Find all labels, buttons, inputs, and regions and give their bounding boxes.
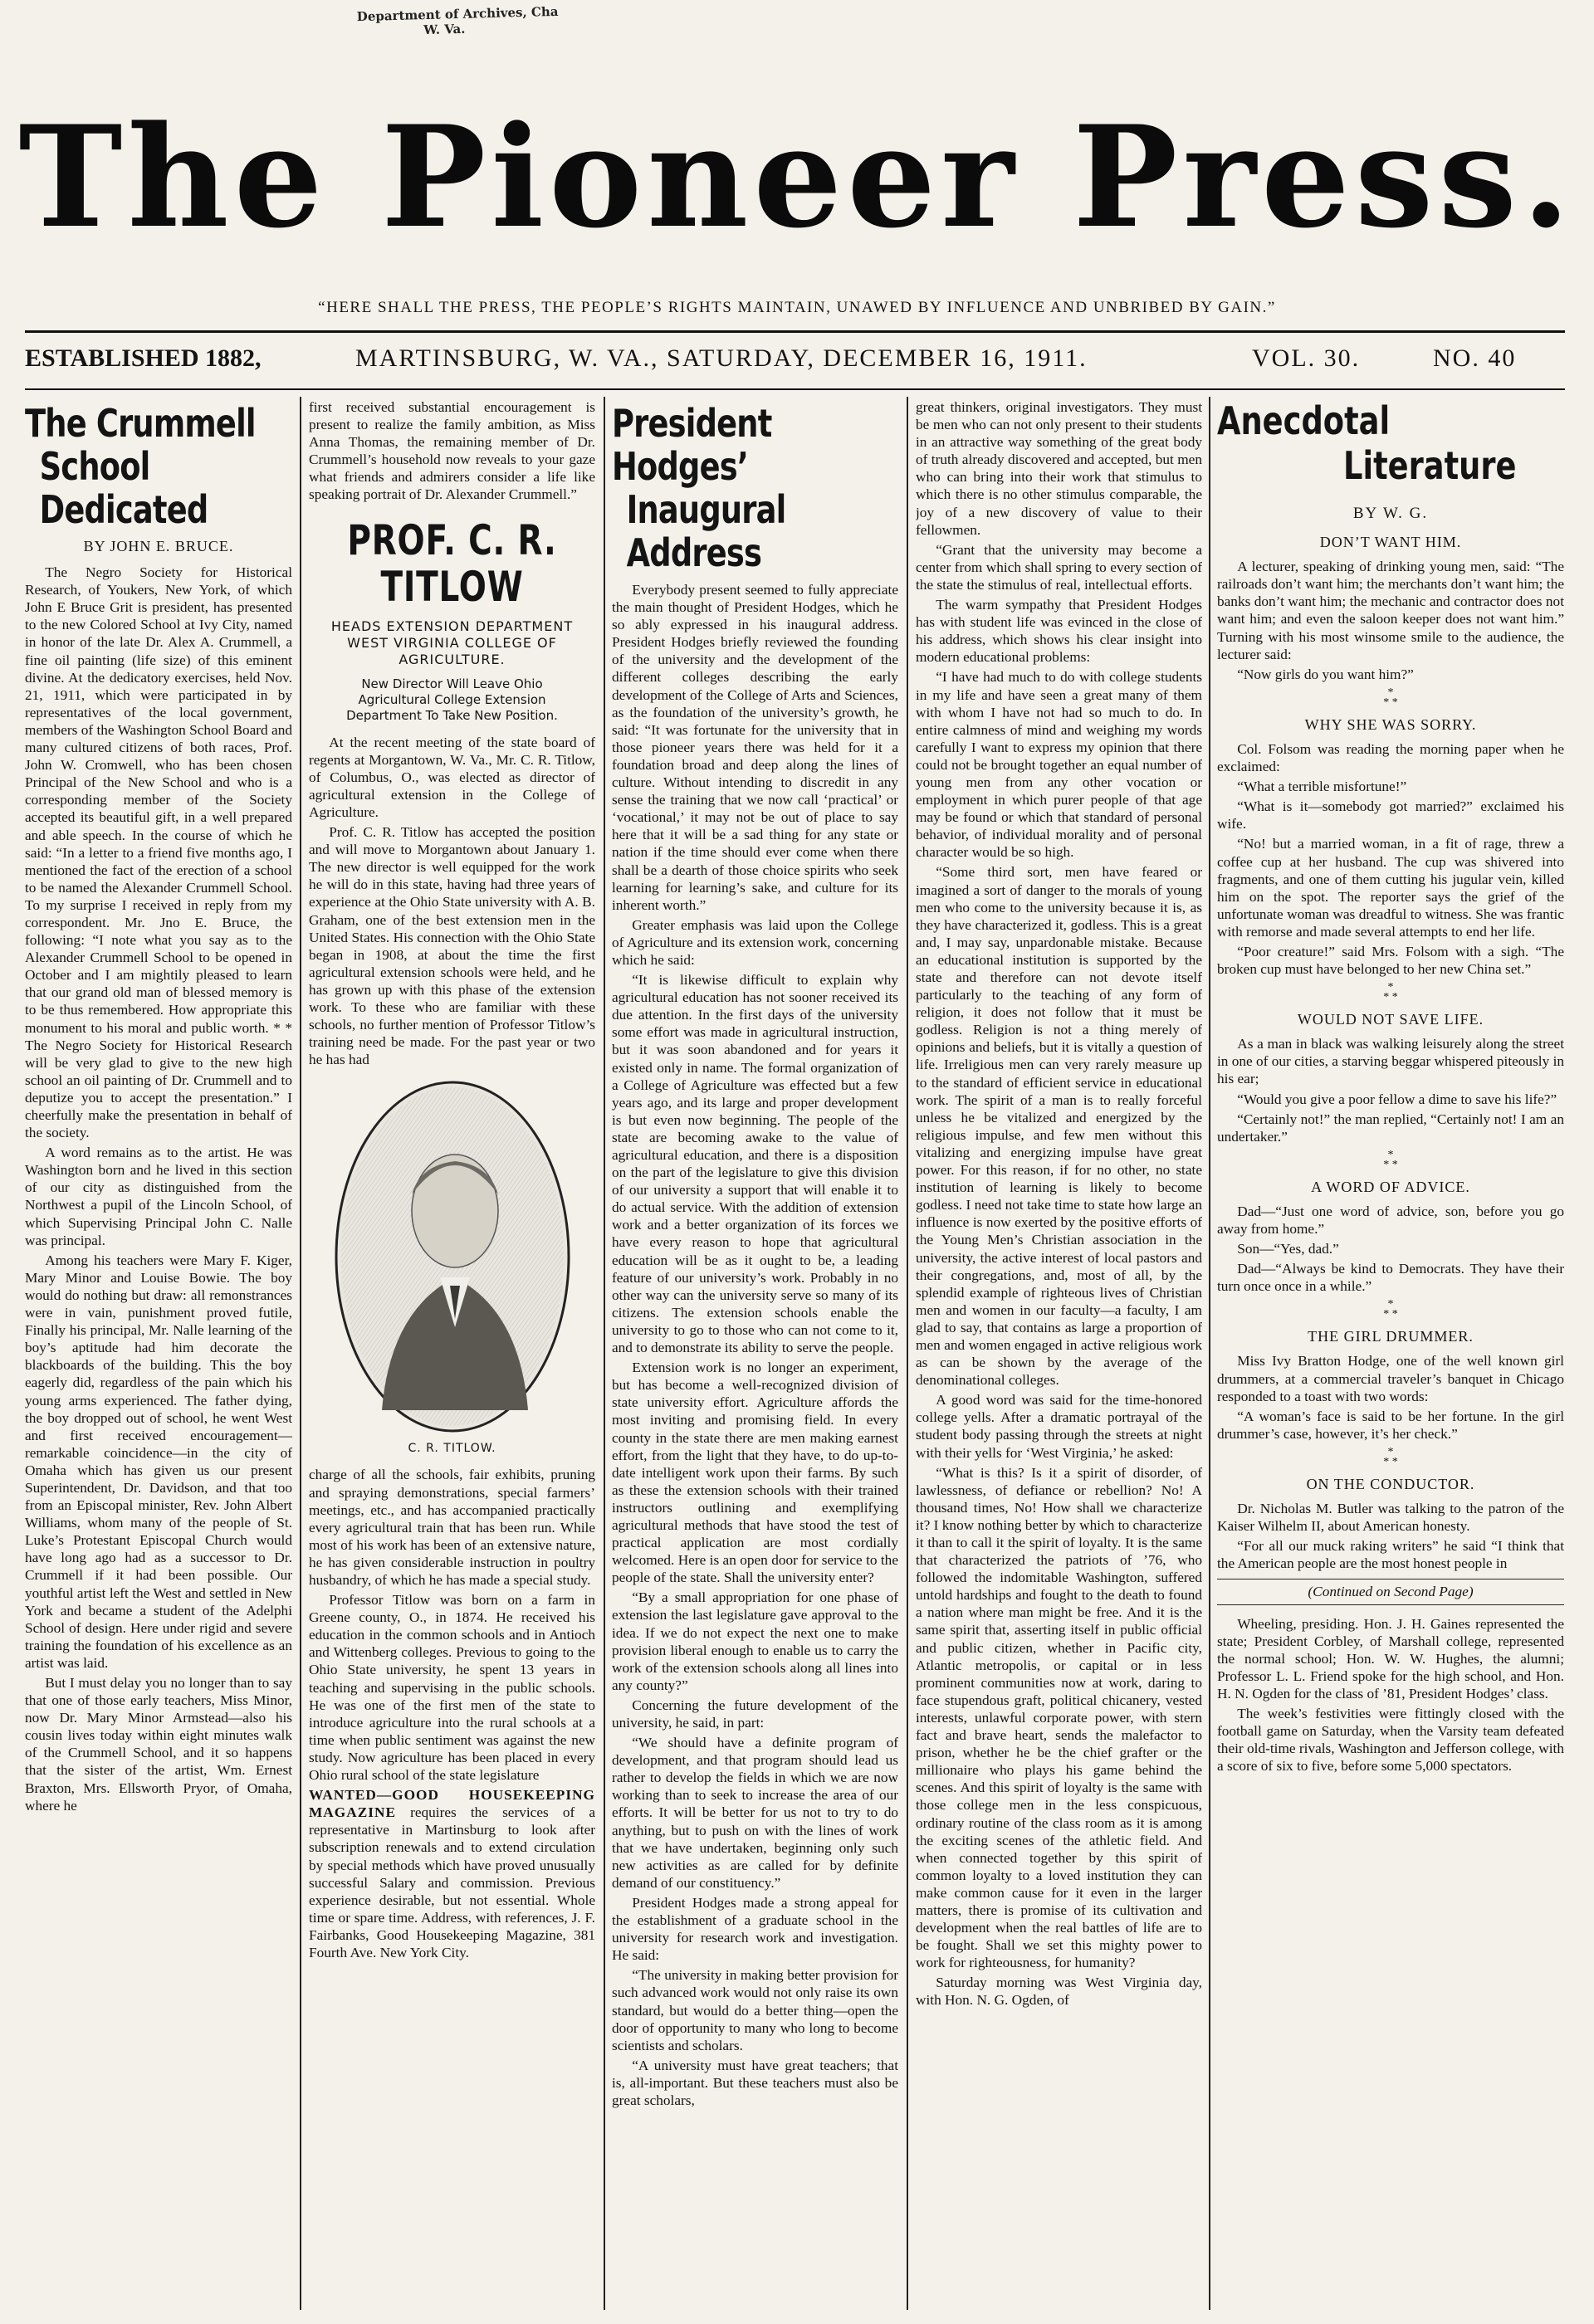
- hodges-paragraph: President Hodges made a strong appeal for the establishment of a graduate school in the university for research work and investigation. He said:: [612, 1894, 898, 1964]
- hodges-paragraph: “Some third sort, men have feared or imagined a sort of danger to the morals of young men who come to the university because it is, as they have characterized it, godless. This is a great and, I may say, unpardonable mistake. Because an educational institution is supported by the state and therefore can not devote itself particularly to the teaching of any form of religion, it does not follow that it must be godless. Religion is not a thing merely of opinions and beliefs, but it is vitally a question of life. Irreligious men can very rarely measure up to the standard of efficient service in educational work. The spirit of a man is to really forceful unless he be vitalized and energized by the religious impulse, and few men without this vitalizing and energizing impulse have great power. For this reason, if for no other, no state institution of learning is likely to become godless. I need not take time to state how large an influence is now exerted by the positive efforts of the Young Men’s Christian association in the university, the active interest of local pastors and their congregations, and, most of all, by the splendid example of righteous lives of Christian men and women in our faculty—a faculty, I am glad to say, that contains as large a proportion of men and women engaged in active religious work as can be shown by the average of the denominational colleges.: [916, 864, 1202, 1389]
- crummell-headline-line-1: The Crummell: [25, 401, 256, 446]
- hodges-paragraph: “I have had much to do with college students in my life and have seen a great many of them with whom I have not had so much to do. In entire calmness of mind and weighing my words carefully I want to express my opinion that there could not be brought together an equal number of young men from any other vocation or employment in which purer people of that age may be found or which that standard of personal behavior, of individual morality and of personal character would be so high.: [916, 669, 1202, 861]
- anecdote-paragraph: As a man in black was walking leisurely along the street in one of our cities, a starving beggar whispered piteously in his ear;: [1217, 1036, 1564, 1087]
- continued-notice: (Continued on Second Page): [1217, 1579, 1564, 1604]
- anecdote-paragraph: Dad—“Just one word of advice, son, before you go away from home.”: [1217, 1203, 1564, 1237]
- column-1: [25, 398, 292, 2307]
- crummell-paragraph: The Negro Society for Historical Research, of Youkers, New York, of which John E Bruce Grit is president, has presented to the new Colored School at Ivy City, named in honor of the late Dr. Alex A. Crummell, a fine oil painting (life size) of this eminent divine. At the dedicatory exercises, held Nov. 21, 1911, which were participated in by representatives of the local government, members of the Washington School Board and many cultured citizens of both races, Prof. John W. Cromwell, who has been chosen Principal of the New School and who is a corresponding member of the Society accepted its beautiful gift, in a well prepared and able speech. In the course of which he said: “In a letter to a friend five months ago, I mentioned the fact of the erection of a school to be named the Alexander Crummell School. To my surprise I received in reply from my correspondent. Mr. Jno E. Bruce, the following: “I note what you say as to the Alexander Crummell School to be opened in October and I am mightily pleased to learn that our grand old man of blessed memory is to be thus remembered. How appropriate this monument to his moral and public worth. * * The Negro Society for Historical Research will be very glad to give to the new high school an oil painting of Dr. Crummell and to deputize you to accept the presentation.” I cheerfully make the presentation in behalf of the society.: [25, 564, 292, 1141]
- anecdote-paragraph: “What a terrible misfortune!”: [1237, 779, 1407, 795]
- anecdote-heading: DON’T WANT HIM.: [1319, 534, 1462, 551]
- literature-headline-line-2: Literature: [1343, 443, 1517, 488]
- anecdote-paragraph: “Poor creature!” said Mrs. Folsom with a sigh. “The broken cup must have belonged to her new China set.”: [1217, 943, 1564, 978]
- anecdote-paragraph: Miss Ivy Bratton Hodge, one of the well known girl drummers, at a commercial traveler’s banquet in Chicago responded to a toast with two words:: [1217, 1353, 1564, 1404]
- titlow-deck-primary: HEADS EXTENSION DEPARTMENT WEST VIRGINIA COLLEGE OF AGRICULTURE.: [330, 618, 574, 667]
- column-divider: [907, 397, 908, 2310]
- titlow-paragraph: charge of all the schools, fair exhibits, pruning and spraying demonstrations, special farmers’ meetings, etc., and has accompanied practically every agricultural train that has been run. While most of his work has been of an extensive nature, he has given considerable instruction in poultry husbandry, of which he has made a special study.: [309, 1467, 595, 1588]
- masthead-title: The Pioneer Press.: [18, 95, 1576, 259]
- anecdote-heading: THE GIRL DRUMMER.: [1308, 1328, 1474, 1345]
- crummell-paragraph: Among his teachers were Mary F. Kiger, Mary Minor and Louise Bowie. The boy would do nothing but draw: all remonstrances were in vain, punishment proved futile, Finally his principal, Mr. Nalle learning of the boy’s aptitude had him decorate the blackboards of the building. This the boy eagerly did, regardless of the pain which his young arms experienced. The father dying, the boy dropped out of school, he went West and first received encouragement—remarkable coincidence—in the city of Omaha which has given us our present Superintendent, Dr. Davidson, and that too from an Episcopal minister, Rev. John Albert Williams, whom many of the people of St. Luke’s Protestant Episcopal Church would have long ago had as a successor to Dr. Crummell if it had been possible. Our youthful artist left the West and settled in New York and became a student of the Adelphi School of design. Here under rigid and severe training the foundation of his excellence as an artist was laid.: [25, 1252, 292, 1671]
- anecdote-paragraph: “Now girls do you want him?”: [1237, 666, 1414, 682]
- anecdote-paragraph: “Would you give a poor fellow a dime to save his life?”: [1237, 1091, 1557, 1107]
- hodges-paragraph: Extension work is no longer an experiment, but has become a well-recognized division of state university effort. Agriculture affords the most inviting and promising field. In every county in the state there are men making earnest effort, from the light that they have, to do up-to-date intelligent work upon their farms. By such as these the extension schools with their trained instructors outlining and exemplifying agricultural methods that have stood the test of practical application are most cordially welcomed. Here is an open door for service to the people of the state. Shall the university enter?: [612, 1360, 898, 1586]
- titlow-portrait: [332, 1078, 573, 1435]
- column-divider: [604, 397, 605, 2310]
- hodges-paragraph: “A university must have great teachers; that is, all-important. But these teachers must also be great scholars,: [612, 2057, 898, 2108]
- masthead-motto: “HERE SHALL THE PRESS, THE PEOPLE’S RIGHTS MAINTAIN, UNAWED BY INFLUENCE AND UNBRIBED BY GAIN.”: [318, 299, 1276, 316]
- literature-headline-line-1: Anecdotal: [1217, 398, 1391, 443]
- anecdote-paragraph: Son—“Yes, dad.”: [1237, 1241, 1339, 1257]
- anecdote-paragraph: “Certainly not!” the man replied, “Certainly not! I am an undertaker.”: [1217, 1111, 1564, 1145]
- anecdote-paragraph: Dr. Nicholas M. Butler was talking to the patron of the Kaiser Wilhelm II, about American honesty.: [1217, 1501, 1564, 1535]
- hodges-paragraph: “It is likewise difficult to explain why agricultural education has not sooner received its due attention. In the first days of the university some effort was made in agricultural instruction, but it was soon abandoned and for years it existed only in name. The formal organization of a College of Agriculture was effected but a few years ago, and its large and proper development is but even now beginning. The people of the state are becoming awake to the value of agricultural education, and there is a disposition on the part of the legislature to give this division of our university a support that will enable it to do actual service. With the addition of extension work and a better organization of its forces we have every reason to hope that agricultural education will be as it ought to be, a leading feature of our university’s work. Probably in no other way can the university serve so many of its citizens. The extension schools enable the university to go to those who can not come to it, and to demonstrate its ability to serve the people.: [612, 972, 898, 1356]
- anecdote-paragraph: “For all our muck raking writers” he said “I think that the American people are the most honest people in: [1217, 1538, 1564, 1572]
- anecdote-paragraph: “A woman’s face is said to be her fortune. In the girl drummer’s case, however, it’s her check.”: [1217, 1408, 1564, 1442]
- titlow-portrait-caption: C. R. TITLOW.: [408, 1442, 496, 1456]
- crummell-byline: BY JOHN E. BRUCE.: [83, 538, 234, 554]
- crummell-headline-line-2: School Dedicated: [39, 444, 208, 532]
- dateline-rule: [25, 388, 1565, 390]
- hodges-paragraph: Concerning the future development of the university, he said, in part:: [612, 1697, 898, 1731]
- section-ornament: * * *: [1383, 981, 1398, 1004]
- titlow-paragraph: Prof. C. R. Titlow has accepted the position and will move to Morgantown about January 1. The new director is well equipped for the work he will do in this state, having had three years of experience at the Ohio State university with A. B. Graham, one of the best extension men in the United States. His connection with the Ohio State began in 1908, at about the time the first agricultural extension schools were held, and he has grown up with this phase of the extension work. To these who are familiar with these schools, no further mention of Professor Titlow’s training need be made. For the past year or two he has had: [309, 824, 595, 1068]
- anecdote-heading: ON THE CONDUCTOR.: [1306, 1475, 1475, 1492]
- column-4: [916, 398, 1202, 2307]
- wanted-ad-body: requires the services of a representative in Martinsburg to look after subscription renewals and to extend circulation by special methods which have proved unusually successful Salary and commission. Previous experience desirable, but not essential. Whole time or spare time. Address, with references, J. F. Fairbanks, Good Housekeeping Magazine, 381 Fourth Ave. New York City.: [309, 1804, 595, 1960]
- hodges-continuation: great thinkers, original investigators. They must be men who can not only present to their students in an attractive way something of the great body of truth already discovered and accepted, but men who can bring into their work that stimulus to which there is no other stimulus comparable, the joy of a new discovery of value to their fellowmen.: [916, 399, 1202, 538]
- hodges-paragraph: “By a small appropriation for one phase of extension the last legislature gave approval to the idea. If we do not expect the next one to make provision liberal enough to enable us to carry the work of the extension schools along all lines into any county?”: [612, 1589, 898, 1693]
- anecdote-paragraph: “What is it—somebody got married?” exclaimed his wife.: [1217, 798, 1564, 832]
- column-5: [1217, 398, 1564, 2307]
- archive-stamp-line-2: W. Va.: [423, 21, 466, 38]
- wanted-ad: [309, 1786, 595, 1961]
- hodges-paragraph: A good word was said for the time-honored college yells. After a dramatic portrayal of the student body passing through the streets at night with their yells for ‘West Virginia,’ he asked:: [916, 1392, 1202, 1461]
- hodges-headline-line-2: Inaugural Address: [626, 487, 786, 575]
- hodges-paragraph: “What is this? Is it a spirit of disorder, of lawlessness, of defiance or rebellion? No! A thousand times, No! How shall we characterize it? I know nothing better by which to characterize it than to call it the spirit of loyalty. It is the same that characterized the patriots of ’76, who followed the indomitable Washington, suffered untold hardships and fought to the death to found a nation where man might be free. And it is the same spirit that, asserting itself in public official and public citizen, whether in Pacific city, Atlantic metropolis, or capital or in less prominent communities now at work, daring to face stupendous graft, political chicanery, vested interests, unlawful corporate power, with stern fact and brave heart, sends the malefactor to prison, whether he be the chief grafter or the millionaire who plays his game behind the scenes. And this spirit of loyalty is the same with those college men in the less conspicuous, ordinary routine of the class room as it is among the exciting scenes of the athletic field. And when connected together by this spirit of common loyalty to a loved institution they can make common cause for it even in the larger matters, there is promise of its cultivation and development when the real battles of life are to be fought. Shall we set this mighty power to work for righteousness, for humanity?: [916, 1464, 1202, 1971]
- archive-stamp: [357, 4, 560, 39]
- anecdote-heading: A WORD OF ADVICE.: [1311, 1178, 1470, 1195]
- literature-byline: BY W. G.: [1352, 505, 1429, 522]
- crummell-headline: [25, 402, 292, 531]
- section-ornament: * * *: [1383, 686, 1398, 709]
- place-date-text: MARTINSBURG, W. VA., SATURDAY, DECEMBER 16, 1911.: [355, 344, 1088, 372]
- anecdote-heading: WHY SHE WAS SORRY.: [1304, 715, 1477, 733]
- anecdote-paragraph: Dad—“Always be kind to Democrats. They have their turn once once in a while.”: [1217, 1261, 1564, 1295]
- dateline: [25, 344, 1565, 378]
- hodges-paragraph: “The university in making better provision for such advanced work would not only raise its own standard, but would do a better thing—open the door of opportunity to many who long to become scientists and scholars.: [612, 1967, 898, 2053]
- archive-stamp-line-1: Department of Archives, Cha: [356, 3, 559, 25]
- hodges-paragraph: Greater emphasis was laid upon the College of Agriculture and its extension work, concerning which he said:: [612, 916, 898, 968]
- hodges-paragraph: “We should have a definite program of development, and that program should lead us rather to develop the fields in which we are now working than to seek to increase the area of our efforts. It will be better for us not to try to do anything, but to push on with the lines of work that we have undertaken, beginning only such new activities as are called for by definite demand of our constituency.”: [612, 1735, 898, 1891]
- column-divider: [300, 397, 301, 2310]
- literature-headline: [1217, 398, 1564, 488]
- section-ornament: * * *: [1383, 1148, 1398, 1171]
- hodges-paragraph: Everybody present seemed to fully appreciate the main thought of President Hodges, which he so ably expressed in his inaugural address. President Hodges briefly reviewed the founding of the university and the development of the different colleges describing the early development of the College of Arts and Sciences, as the foundation of the university’s growth, he said: “It was fortunate for the university that in those pioneer years there was held for it a foundation broad and deep along the lines of culture. Without intending to discredit in any sense the training that we now call ‘practical’ or ‘vocational,’ it may not be out of place to say here that it will be a sad thing for any state or nation if the time should ever come when there shall be a dearth of those choice spirits who seek learning for learning’s sake, and culture for its inherent worth.”: [612, 582, 898, 913]
- hodges-headline-line-1: President Hodges’: [612, 401, 772, 489]
- top-rule: [25, 330, 1565, 333]
- anecdote-paragraph: A lecturer, speaking of drinking young men, said: “The railroads don’t want him; the merchants don’t want him; the banks don’t want him; the mechanic and contractor does not want him; and even the saloon keeper does not want him.” Turning with his most winsome smile to the audience, the lecturer said:: [1217, 559, 1564, 662]
- anecdote-paragraph: Col. Folsom was reading the morning paper when he exclaimed:: [1217, 740, 1564, 775]
- established-text: ESTABLISHED 1882,: [25, 344, 262, 372]
- crummell-paragraph: A word remains as to the artist. He was Washington born and he lived in this section of our city as distinguished from the Northwest a pupil of the Lincoln School, of which Supervising Principal John C. Nalle was principal.: [25, 1145, 292, 1248]
- volume-text: VOL. 30.: [1252, 344, 1361, 372]
- titlow-paragraph: At the recent meeting of the state board of regents at Morgantown, W. Va., Mr. C. R. Titlow, of Columbus, O., was elected as director of agricultural extension in the College of Agriculture.: [309, 734, 595, 820]
- crummell-continuation: first received substantial encouragement is present to realize the family ambition, as Miss Anna Thomas, the remaining member of Dr. Crummell’s household now reveals to your gaze what friends and admirers consider a life like speaking portrait of Dr. Alexander Crummell.”: [309, 399, 595, 503]
- issue-number-text: NO. 40: [1433, 344, 1517, 372]
- hodges-paragraph: Saturday morning was West Virginia day, with Hon. N. G. Ogden, of: [916, 1975, 1202, 2009]
- column-divider: [1209, 397, 1210, 2310]
- titlow-headline: PROF. C. R. TITLOW: [347, 515, 557, 611]
- hodges-paragraph: The warm sympathy that President Hodges has with student life was evinced in the close of his address, which shows his clear insight into modern educational problems:: [916, 597, 1202, 666]
- hodges-paragraph: “Grant that the university may become a center from which shall spring to every section of the state the stimulus of real, intellectual efforts.: [916, 541, 1202, 593]
- titlow-paragraph: Professor Titlow was born on a farm in Greene county, O., in 1874. He received his education in the common schools and in Antioch and Wittenberg colleges. Previous to going to the Ohio State university, he spent 13 years in teaching and supervising in the public schools. He was one of the first men of the state to introduce agriculture into the rural schools at a time when public sentiment was against the new study. Now agriculture has been placed in every Ohio rural school of the state legislature: [309, 1592, 595, 1784]
- football-paragraph: The week’s festivities were fittingly closed with the football game on Saturday, when the Varsity team defeated their old-time rivals, Washington and Jefferson college, with a score of six to five, before some 5,000 spectators.: [1217, 1705, 1564, 1775]
- hodges-headline: [612, 402, 898, 574]
- section-ornament: * * *: [1383, 1445, 1398, 1468]
- west-virginia-day-paragraph: Wheeling, presiding. Hon. J. H. Gaines represented the state; President Corbley, of Marshall college, represented the normal school; Hon. W. W. Hughes, the alumni; Professor L. L. Friend spoke for the high school, and Hon. H. N. Ogden for the class of ’81, President Hodges’ class.: [1217, 1615, 1564, 1702]
- column-2: [309, 398, 595, 2307]
- anecdote-heading: WOULD NOT SAVE LIFE.: [1297, 1011, 1484, 1028]
- titlow-deck-secondary: New Director Will Leave Ohio Agricultural College Extension Department To Take New Position.: [346, 676, 558, 723]
- crummell-paragraph: But I must delay you no longer than to say that one of those early teachers, Miss Minor, now Dr. Mary Minor Armstead—also his cousin lives today within eight minutes walk of the Crummell School, and it so happens that the sister of the artist, Wm. Ernest Braxton, Mrs. Ellsworth Pryor, of Omaha, where he: [25, 1675, 292, 1814]
- anecdote-paragraph: “No! but a married woman, in a fit of rage, threw a coffee cup at her husband. The cup was shivered into fragments, and one of them cutting his jugular vein, killed him on the spot. The reporter says the grief of the unfortunate woman was dreadful to witness. She was frantic with remorse and made several attempts to end her life.: [1217, 836, 1564, 940]
- section-ornament: * * *: [1383, 1298, 1398, 1321]
- column-3: [612, 398, 898, 2307]
- wanted-ad-lead: WANTED—GOOD HOUSEKEEPING MAGAZINE: [309, 1787, 595, 1821]
